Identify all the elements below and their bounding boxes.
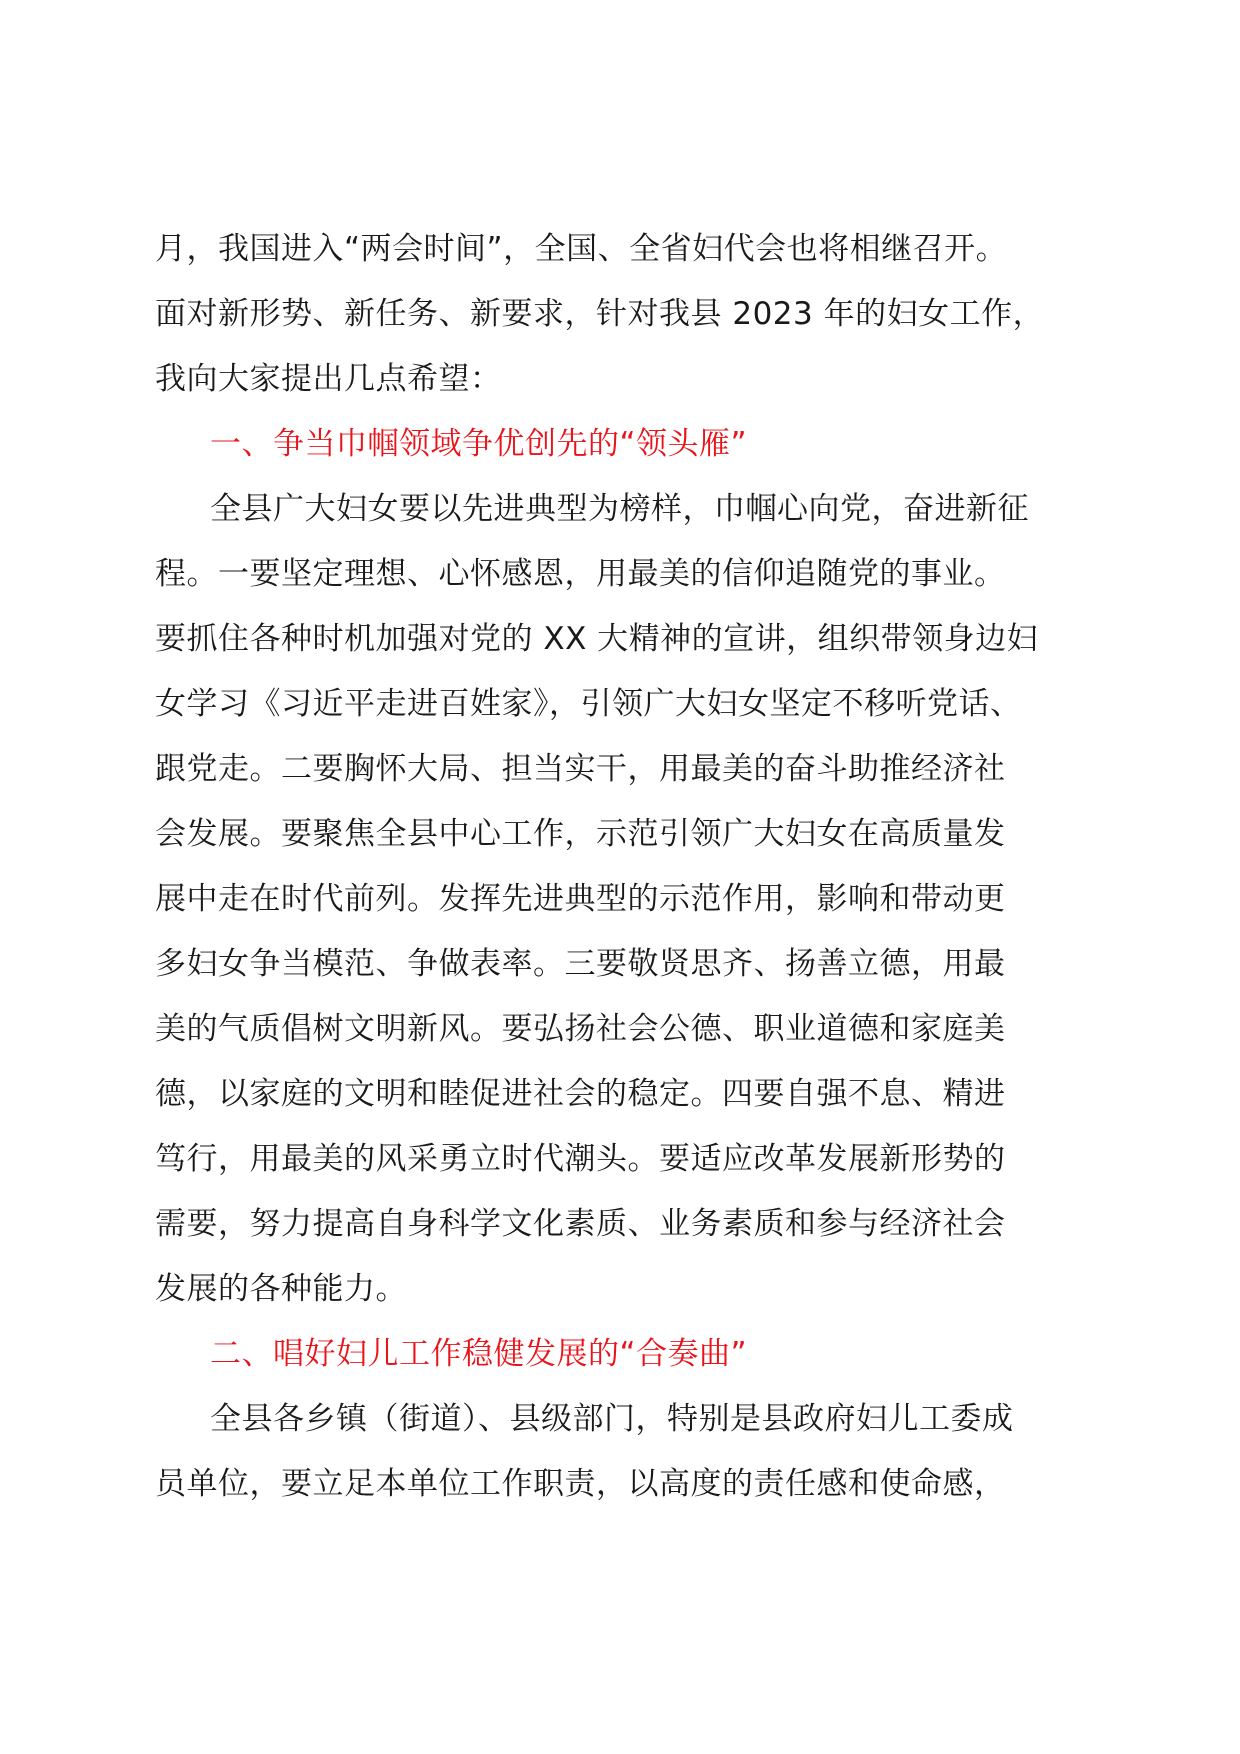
section-1-line: 会发展。要聚焦全县中心工作，示范引领广大妇女在高质量发: [155, 816, 1006, 852]
document-body: [155, 217, 1085, 1517]
intro-line: 月，我国进入“两会时间”，全国、全省妇代会也将相继召开。: [155, 231, 1008, 267]
section-2-line: 员单位，要立足本单位工作职责，以高度的责任感和使命感，: [155, 1466, 1006, 1502]
section-1-line: 全县广大妇女要以先进典型为榜样，巾帼心向党，奋进新征: [210, 491, 1029, 527]
section-1-line: 多妇女争当模范、争做表率。三要敬贤思齐、扬善立德，用最: [155, 946, 1006, 982]
section-1-line: 发展的各种能力。: [155, 1271, 407, 1307]
intro-line: 面对新形势、新任务、新要求，针对我县 2023 年的妇女工作，: [155, 296, 1045, 332]
section-2-heading: 二、唱好妇儿工作稳健发展的“合奏曲”: [210, 1336, 748, 1372]
section-1-line: 笃行，用最美的风采勇立时代潮头。要适应改革发展新形势的: [155, 1141, 1006, 1177]
section-1-line: 德，以家庭的文明和睦促进社会的稳定。四要自强不息、精进: [155, 1076, 1006, 1112]
section-1-heading: 一、争当巾帼领域争优创先的“领头雁”: [210, 426, 748, 462]
section-1-line: 跟党走。二要胸怀大局、担当实干，用最美的奋斗助推经济社: [155, 751, 1006, 787]
section-1-line: 展中走在时代前列。发挥先进典型的示范作用，影响和带动更: [155, 881, 1006, 917]
section-1-line: 程。一要坚定理想、心怀感恩，用最美的信仰追随党的事业。: [155, 556, 1006, 592]
section-1-line: 女学习《习近平走进百姓家》，引领广大妇女坚定不移听党话、: [155, 686, 1022, 722]
section-1-line: 美的气质倡树文明新风。要弘扬社会公德、职业道德和家庭美: [155, 1011, 1006, 1047]
section-1-line: 要抓住各种时机加强对党的 XX 大精神的宣讲，组织带领身边妇: [155, 621, 1039, 657]
intro-line: 我向大家提出几点希望：: [155, 361, 502, 397]
section-1-line: 需要，努力提高自身科学文化素质、业务素质和参与经济社会: [155, 1206, 1006, 1242]
section-2-line: 全县各乡镇（街道）、县级部门，特别是县政府妇儿工委成: [210, 1401, 1014, 1437]
